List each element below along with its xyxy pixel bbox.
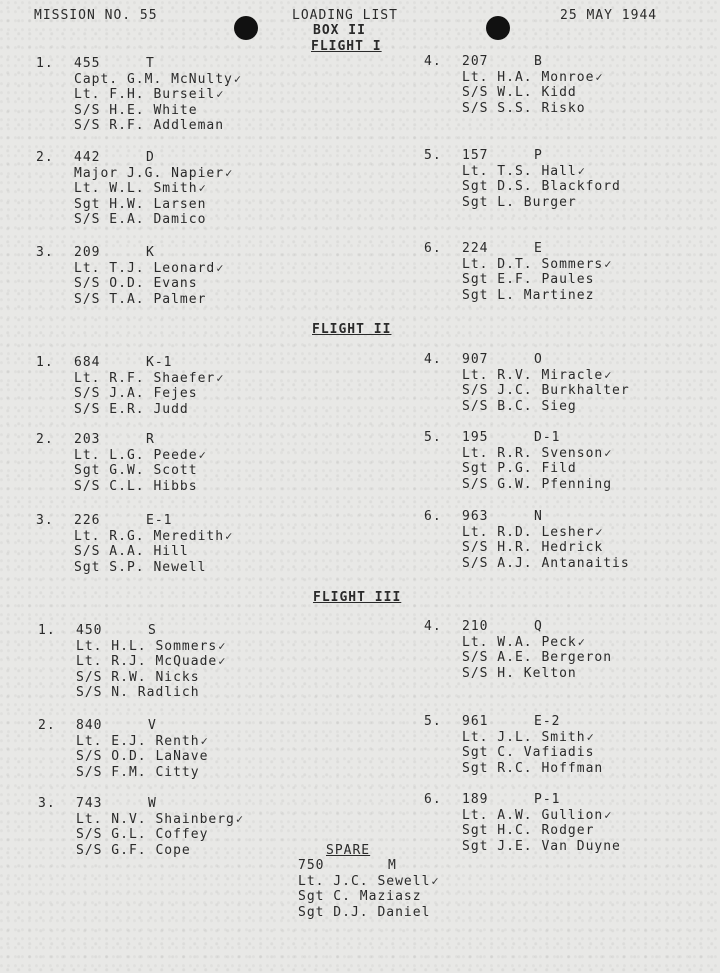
crew-name: S/S H.E. White bbox=[74, 102, 198, 118]
check-mark-icon: ✓ bbox=[225, 165, 234, 180]
flight-3-title: FLIGHT III bbox=[313, 590, 402, 605]
crew-name: Lt. E.J. Renth bbox=[76, 733, 200, 749]
aircraft-letter: R bbox=[146, 432, 155, 447]
crew-name: Sgt C. Vafiadis bbox=[462, 745, 595, 761]
crew-member bbox=[36, 181, 233, 197]
crew-name: S/S G.F. Cope bbox=[76, 842, 191, 858]
aircraft-block bbox=[424, 352, 630, 414]
aircraft-block bbox=[424, 509, 630, 571]
aircraft-block bbox=[36, 56, 242, 134]
document-date: 25 MAY 1944 bbox=[560, 8, 658, 23]
check-mark-icon: ✓ bbox=[577, 163, 586, 178]
aircraft-number: 189 bbox=[462, 792, 489, 807]
crew-name: Capt. G.M. McNulty bbox=[74, 71, 233, 87]
crew-member bbox=[38, 654, 226, 670]
position-number: 5. bbox=[424, 714, 442, 729]
crew-name: S/S N. Radlich bbox=[76, 685, 200, 701]
crew-member bbox=[38, 765, 209, 781]
crew-name: Lt. W.A. Peck bbox=[462, 634, 577, 650]
crew-name: Lt. R.D. Lesher bbox=[462, 524, 595, 540]
position-number: 6. bbox=[424, 792, 442, 807]
aircraft-line bbox=[36, 245, 224, 261]
crew-member bbox=[424, 635, 612, 651]
crew-name: Sgt L. Martinez bbox=[462, 287, 595, 303]
aircraft-letter: K-1 bbox=[146, 355, 173, 370]
crew-member bbox=[38, 734, 209, 750]
aircraft-block bbox=[36, 245, 224, 307]
position-number: 5. bbox=[424, 430, 442, 445]
crew-name: Lt. T.J. Leonard bbox=[74, 260, 216, 276]
crew-member bbox=[424, 85, 604, 101]
crew-member bbox=[36, 463, 207, 479]
crew-member bbox=[36, 402, 224, 418]
aircraft-number: 209 bbox=[74, 245, 101, 260]
flight-1-title: FLIGHT I bbox=[311, 39, 382, 54]
check-mark-icon: ✓ bbox=[216, 370, 225, 385]
check-mark-icon: ✓ bbox=[216, 87, 225, 102]
crew-name: S/S A.A. Hill bbox=[74, 544, 189, 560]
crew-member bbox=[424, 540, 630, 556]
crew-member bbox=[36, 276, 224, 292]
crew-member bbox=[36, 479, 207, 495]
spare-crew-3 bbox=[298, 905, 440, 921]
position-number: 4. bbox=[424, 352, 442, 367]
crew-member bbox=[424, 823, 621, 839]
crew-name: Sgt G.W. Scott bbox=[74, 463, 198, 479]
crew-name: Lt. L.G. Peede bbox=[74, 447, 198, 463]
crew-name: S/S G.W. Pfenning bbox=[462, 476, 613, 492]
crew-name: Lt. A.W. Gullion bbox=[462, 807, 604, 823]
aircraft-line bbox=[424, 619, 612, 635]
position-number: 1. bbox=[36, 56, 54, 71]
aircraft-line bbox=[424, 148, 621, 164]
position-number: 4. bbox=[424, 54, 442, 69]
aircraft-number: 195 bbox=[462, 430, 489, 445]
aircraft-block bbox=[36, 513, 233, 575]
crew-name: Sgt L. Burger bbox=[462, 194, 577, 210]
crew-name: S/S R.W. Nicks bbox=[76, 669, 200, 685]
aircraft-line bbox=[36, 513, 233, 529]
check-mark-icon: ✓ bbox=[198, 181, 207, 196]
check-mark-icon: ✓ bbox=[218, 654, 227, 669]
crew-member bbox=[36, 118, 242, 134]
aircraft-line bbox=[424, 509, 630, 525]
check-mark-icon: ✓ bbox=[595, 69, 604, 84]
crew-member bbox=[424, 525, 630, 541]
crew-name: Sgt H.W. Larsen bbox=[74, 196, 207, 212]
spare-plane-line bbox=[298, 858, 440, 874]
crew-name: Lt. N.V. Shainberg bbox=[76, 811, 235, 827]
crew-member bbox=[424, 446, 612, 462]
aircraft-letter: E bbox=[534, 241, 543, 256]
check-mark-icon: ✓ bbox=[595, 524, 604, 539]
aircraft-line bbox=[424, 792, 621, 808]
aircraft-block bbox=[424, 241, 612, 303]
crew-name: Sgt H.C. Rodger bbox=[462, 823, 595, 839]
crew-name: Sgt E.F. Paules bbox=[462, 272, 595, 288]
position-number: 1. bbox=[38, 623, 56, 638]
aircraft-letter: D bbox=[146, 150, 155, 165]
aircraft-block bbox=[424, 54, 604, 116]
crew-member bbox=[36, 261, 224, 277]
crew-member bbox=[424, 399, 630, 415]
position-number: 2. bbox=[36, 150, 54, 165]
check-mark-icon: ✓ bbox=[218, 638, 227, 653]
aircraft-number: 442 bbox=[74, 150, 101, 165]
aircraft-number: 455 bbox=[74, 56, 101, 71]
aircraft-letter: W bbox=[148, 796, 157, 811]
crew-member bbox=[424, 730, 603, 746]
spare-crew-1 bbox=[298, 874, 440, 890]
punch-hole-right bbox=[486, 16, 510, 40]
aircraft-line bbox=[424, 352, 630, 368]
crew-name: Sgt S.P. Newell bbox=[74, 559, 207, 575]
crew-name: Lt. R.G. Meredith bbox=[74, 528, 225, 544]
crew-name: S/S F.M. Citty bbox=[76, 764, 200, 780]
aircraft-letter: P bbox=[534, 148, 543, 163]
check-mark-icon: ✓ bbox=[216, 260, 225, 275]
spare-title: SPARE bbox=[326, 843, 371, 858]
crew-member bbox=[36, 544, 233, 560]
crew-name: S/S H. Kelton bbox=[462, 665, 577, 681]
punch-hole-left bbox=[234, 16, 258, 40]
aircraft-block bbox=[38, 718, 209, 780]
crew-member bbox=[424, 666, 612, 682]
check-mark-icon: ✓ bbox=[198, 447, 207, 462]
crew-member bbox=[424, 461, 612, 477]
aircraft-letter: S bbox=[148, 623, 157, 638]
crew-name: Sgt D.S. Blackford bbox=[462, 179, 621, 195]
aircraft-block bbox=[424, 792, 621, 854]
crew-member bbox=[38, 812, 244, 828]
crew-name: Lt. W.L. Smith bbox=[74, 181, 198, 197]
aircraft-block bbox=[424, 619, 612, 681]
check-mark-icon: ✓ bbox=[586, 729, 595, 744]
aircraft-letter: N bbox=[534, 509, 543, 524]
crew-member bbox=[424, 556, 630, 572]
check-mark-icon: ✓ bbox=[225, 528, 234, 543]
crew-name: Lt. H.A. Monroe bbox=[462, 69, 595, 85]
crew-member bbox=[424, 368, 630, 384]
box-label: BOX II bbox=[313, 23, 366, 38]
crew-member bbox=[424, 195, 621, 211]
crew-name: Lt. J.L. Smith bbox=[462, 729, 586, 745]
position-number: 5. bbox=[424, 148, 442, 163]
spare-crew-name: Sgt C. Maziasz bbox=[298, 889, 422, 905]
crew-member bbox=[38, 843, 244, 859]
crew-name: S/S W.L. Kidd bbox=[462, 85, 577, 101]
crew-member bbox=[424, 761, 603, 777]
position-number: 2. bbox=[38, 718, 56, 733]
check-mark-icon: ✓ bbox=[604, 367, 613, 382]
spare-crew-name: Lt. J.C. Sewell bbox=[298, 873, 431, 889]
crew-member bbox=[424, 383, 630, 399]
crew-name: Sgt P.G. Fild bbox=[462, 461, 577, 477]
crew-name: Lt. D.T. Sommers bbox=[462, 256, 604, 272]
aircraft-letter: O bbox=[534, 352, 543, 367]
aircraft-block bbox=[36, 150, 233, 228]
aircraft-letter: Q bbox=[534, 619, 543, 634]
crew-member bbox=[38, 670, 226, 686]
crew-name: Lt. T.S. Hall bbox=[462, 163, 577, 179]
aircraft-line bbox=[424, 54, 604, 70]
spare-plane: 750 bbox=[298, 858, 325, 873]
aircraft-number: 450 bbox=[76, 623, 103, 638]
crew-name: S/S H.R. Hedrick bbox=[462, 540, 604, 556]
aircraft-block bbox=[424, 148, 621, 210]
aircraft-number: 157 bbox=[462, 148, 489, 163]
crew-member bbox=[424, 70, 604, 86]
crew-member bbox=[424, 839, 621, 855]
aircraft-line bbox=[36, 56, 242, 72]
crew-name: Major J.G. Napier bbox=[74, 165, 225, 181]
crew-member bbox=[36, 386, 224, 402]
aircraft-letter: V bbox=[148, 718, 157, 733]
crew-name: S/S O.D. Evans bbox=[74, 276, 198, 292]
crew-name: Lt. F.H. Burseil bbox=[74, 87, 216, 103]
aircraft-block bbox=[36, 432, 207, 494]
crew-member bbox=[424, 745, 603, 761]
position-number: 3. bbox=[38, 796, 56, 811]
crew-name: Lt. R.J. McQuade bbox=[76, 654, 218, 670]
crew-member bbox=[424, 650, 612, 666]
check-mark-icon: ✓ bbox=[604, 256, 613, 271]
crew-member bbox=[424, 101, 604, 117]
check-mark-icon: ✓ bbox=[604, 445, 613, 460]
loading-list-label: LOADING LIST bbox=[292, 8, 398, 23]
aircraft-block bbox=[38, 623, 226, 701]
check-mark-icon: ✓ bbox=[431, 873, 440, 888]
aircraft-line bbox=[36, 150, 233, 166]
crew-name: S/S C.L. Hibbs bbox=[74, 478, 198, 494]
flight-2-title: FLIGHT II bbox=[312, 322, 392, 337]
aircraft-number: 961 bbox=[462, 714, 489, 729]
aircraft-number: 207 bbox=[462, 54, 489, 69]
crew-name: Sgt J.E. Van Duyne bbox=[462, 838, 621, 854]
aircraft-letter: E-2 bbox=[534, 714, 561, 729]
position-number: 3. bbox=[36, 513, 54, 528]
aircraft-line bbox=[38, 796, 244, 812]
position-number: 6. bbox=[424, 241, 442, 256]
aircraft-line bbox=[424, 241, 612, 257]
crew-name: S/S A.E. Bergeron bbox=[462, 650, 613, 666]
aircraft-number: 226 bbox=[74, 513, 101, 528]
aircraft-line bbox=[38, 623, 226, 639]
aircraft-line bbox=[424, 430, 612, 446]
aircraft-letter: P-1 bbox=[534, 792, 561, 807]
crew-member bbox=[36, 448, 207, 464]
crew-member bbox=[36, 560, 233, 576]
crew-name: S/S R.F. Addleman bbox=[74, 118, 225, 134]
aircraft-number: 684 bbox=[74, 355, 101, 370]
crew-member bbox=[36, 166, 233, 182]
aircraft-number: 907 bbox=[462, 352, 489, 367]
crew-member bbox=[36, 72, 242, 88]
crew-name: Sgt R.C. Hoffman bbox=[462, 760, 604, 776]
crew-member bbox=[424, 288, 612, 304]
aircraft-line bbox=[36, 355, 224, 371]
aircraft-letter: E-1 bbox=[146, 513, 173, 528]
crew-member bbox=[38, 827, 244, 843]
check-mark-icon: ✓ bbox=[233, 71, 243, 86]
crew-member bbox=[36, 103, 242, 119]
crew-member bbox=[36, 212, 233, 228]
crew-member bbox=[36, 292, 224, 308]
position-number: 1. bbox=[36, 355, 54, 370]
crew-member bbox=[36, 87, 242, 103]
crew-name: Lt. R.R. Svenson bbox=[462, 445, 604, 461]
check-mark-icon: ✓ bbox=[604, 807, 613, 822]
crew-name: Lt. R.V. Miracle bbox=[462, 367, 604, 383]
crew-name: S/S S.S. Risko bbox=[462, 100, 586, 116]
aircraft-line bbox=[424, 714, 603, 730]
crew-member bbox=[38, 749, 209, 765]
crew-name: Lt. H.L. Sommers bbox=[76, 638, 218, 654]
position-number: 2. bbox=[36, 432, 54, 447]
crew-name: S/S O.D. LaNave bbox=[76, 749, 209, 765]
crew-member bbox=[424, 164, 621, 180]
crew-member bbox=[424, 257, 612, 273]
crew-name: S/S A.J. Antanaitis bbox=[462, 555, 630, 571]
check-mark-icon: ✓ bbox=[200, 733, 209, 748]
aircraft-block bbox=[424, 714, 603, 776]
crew-name: S/S E.R. Judd bbox=[74, 401, 189, 417]
aircraft-letter: D-1 bbox=[534, 430, 561, 445]
aircraft-number: 840 bbox=[76, 718, 103, 733]
check-mark-icon: ✓ bbox=[235, 811, 245, 826]
crew-member bbox=[38, 639, 226, 655]
crew-name: S/S B.C. Sieg bbox=[462, 398, 577, 414]
spare-crew-name: Sgt D.J. Daniel bbox=[298, 904, 431, 920]
check-mark-icon: ✓ bbox=[577, 634, 586, 649]
aircraft-number: 224 bbox=[462, 241, 489, 256]
aircraft-block bbox=[38, 796, 244, 858]
aircraft-line bbox=[38, 718, 209, 734]
crew-member bbox=[424, 477, 612, 493]
crew-name: S/S J.C. Burkhalter bbox=[462, 383, 630, 399]
aircraft-block bbox=[424, 430, 612, 492]
crew-name: S/S E.A. Damico bbox=[74, 212, 207, 228]
crew-member bbox=[36, 529, 233, 545]
aircraft-number: 210 bbox=[462, 619, 489, 634]
crew-member bbox=[38, 685, 226, 701]
crew-member bbox=[36, 197, 233, 213]
aircraft-number: 743 bbox=[76, 796, 103, 811]
crew-member bbox=[424, 179, 621, 195]
aircraft-letter: K bbox=[146, 245, 155, 260]
aircraft-block bbox=[36, 355, 224, 417]
spare-crew bbox=[298, 858, 440, 920]
aircraft-number: 963 bbox=[462, 509, 489, 524]
position-number: 6. bbox=[424, 509, 442, 524]
aircraft-line bbox=[36, 432, 207, 448]
aircraft-letter: B bbox=[534, 54, 543, 69]
crew-member bbox=[36, 371, 224, 387]
aircraft-number: 203 bbox=[74, 432, 101, 447]
crew-name: Lt. R.F. Shaefer bbox=[74, 370, 216, 386]
spare-letter: M bbox=[388, 858, 397, 873]
spare-crew-2 bbox=[298, 889, 440, 905]
aircraft-letter: T bbox=[146, 56, 155, 71]
position-number: 4. bbox=[424, 619, 442, 634]
crew-member bbox=[424, 808, 621, 824]
crew-name: S/S T.A. Palmer bbox=[74, 291, 207, 307]
crew-member bbox=[424, 272, 612, 288]
crew-name: S/S G.L. Coffey bbox=[76, 827, 209, 843]
position-number: 3. bbox=[36, 245, 54, 260]
crew-name: S/S J.A. Fejes bbox=[74, 386, 198, 402]
mission-number: MISSION NO. 55 bbox=[34, 8, 158, 23]
